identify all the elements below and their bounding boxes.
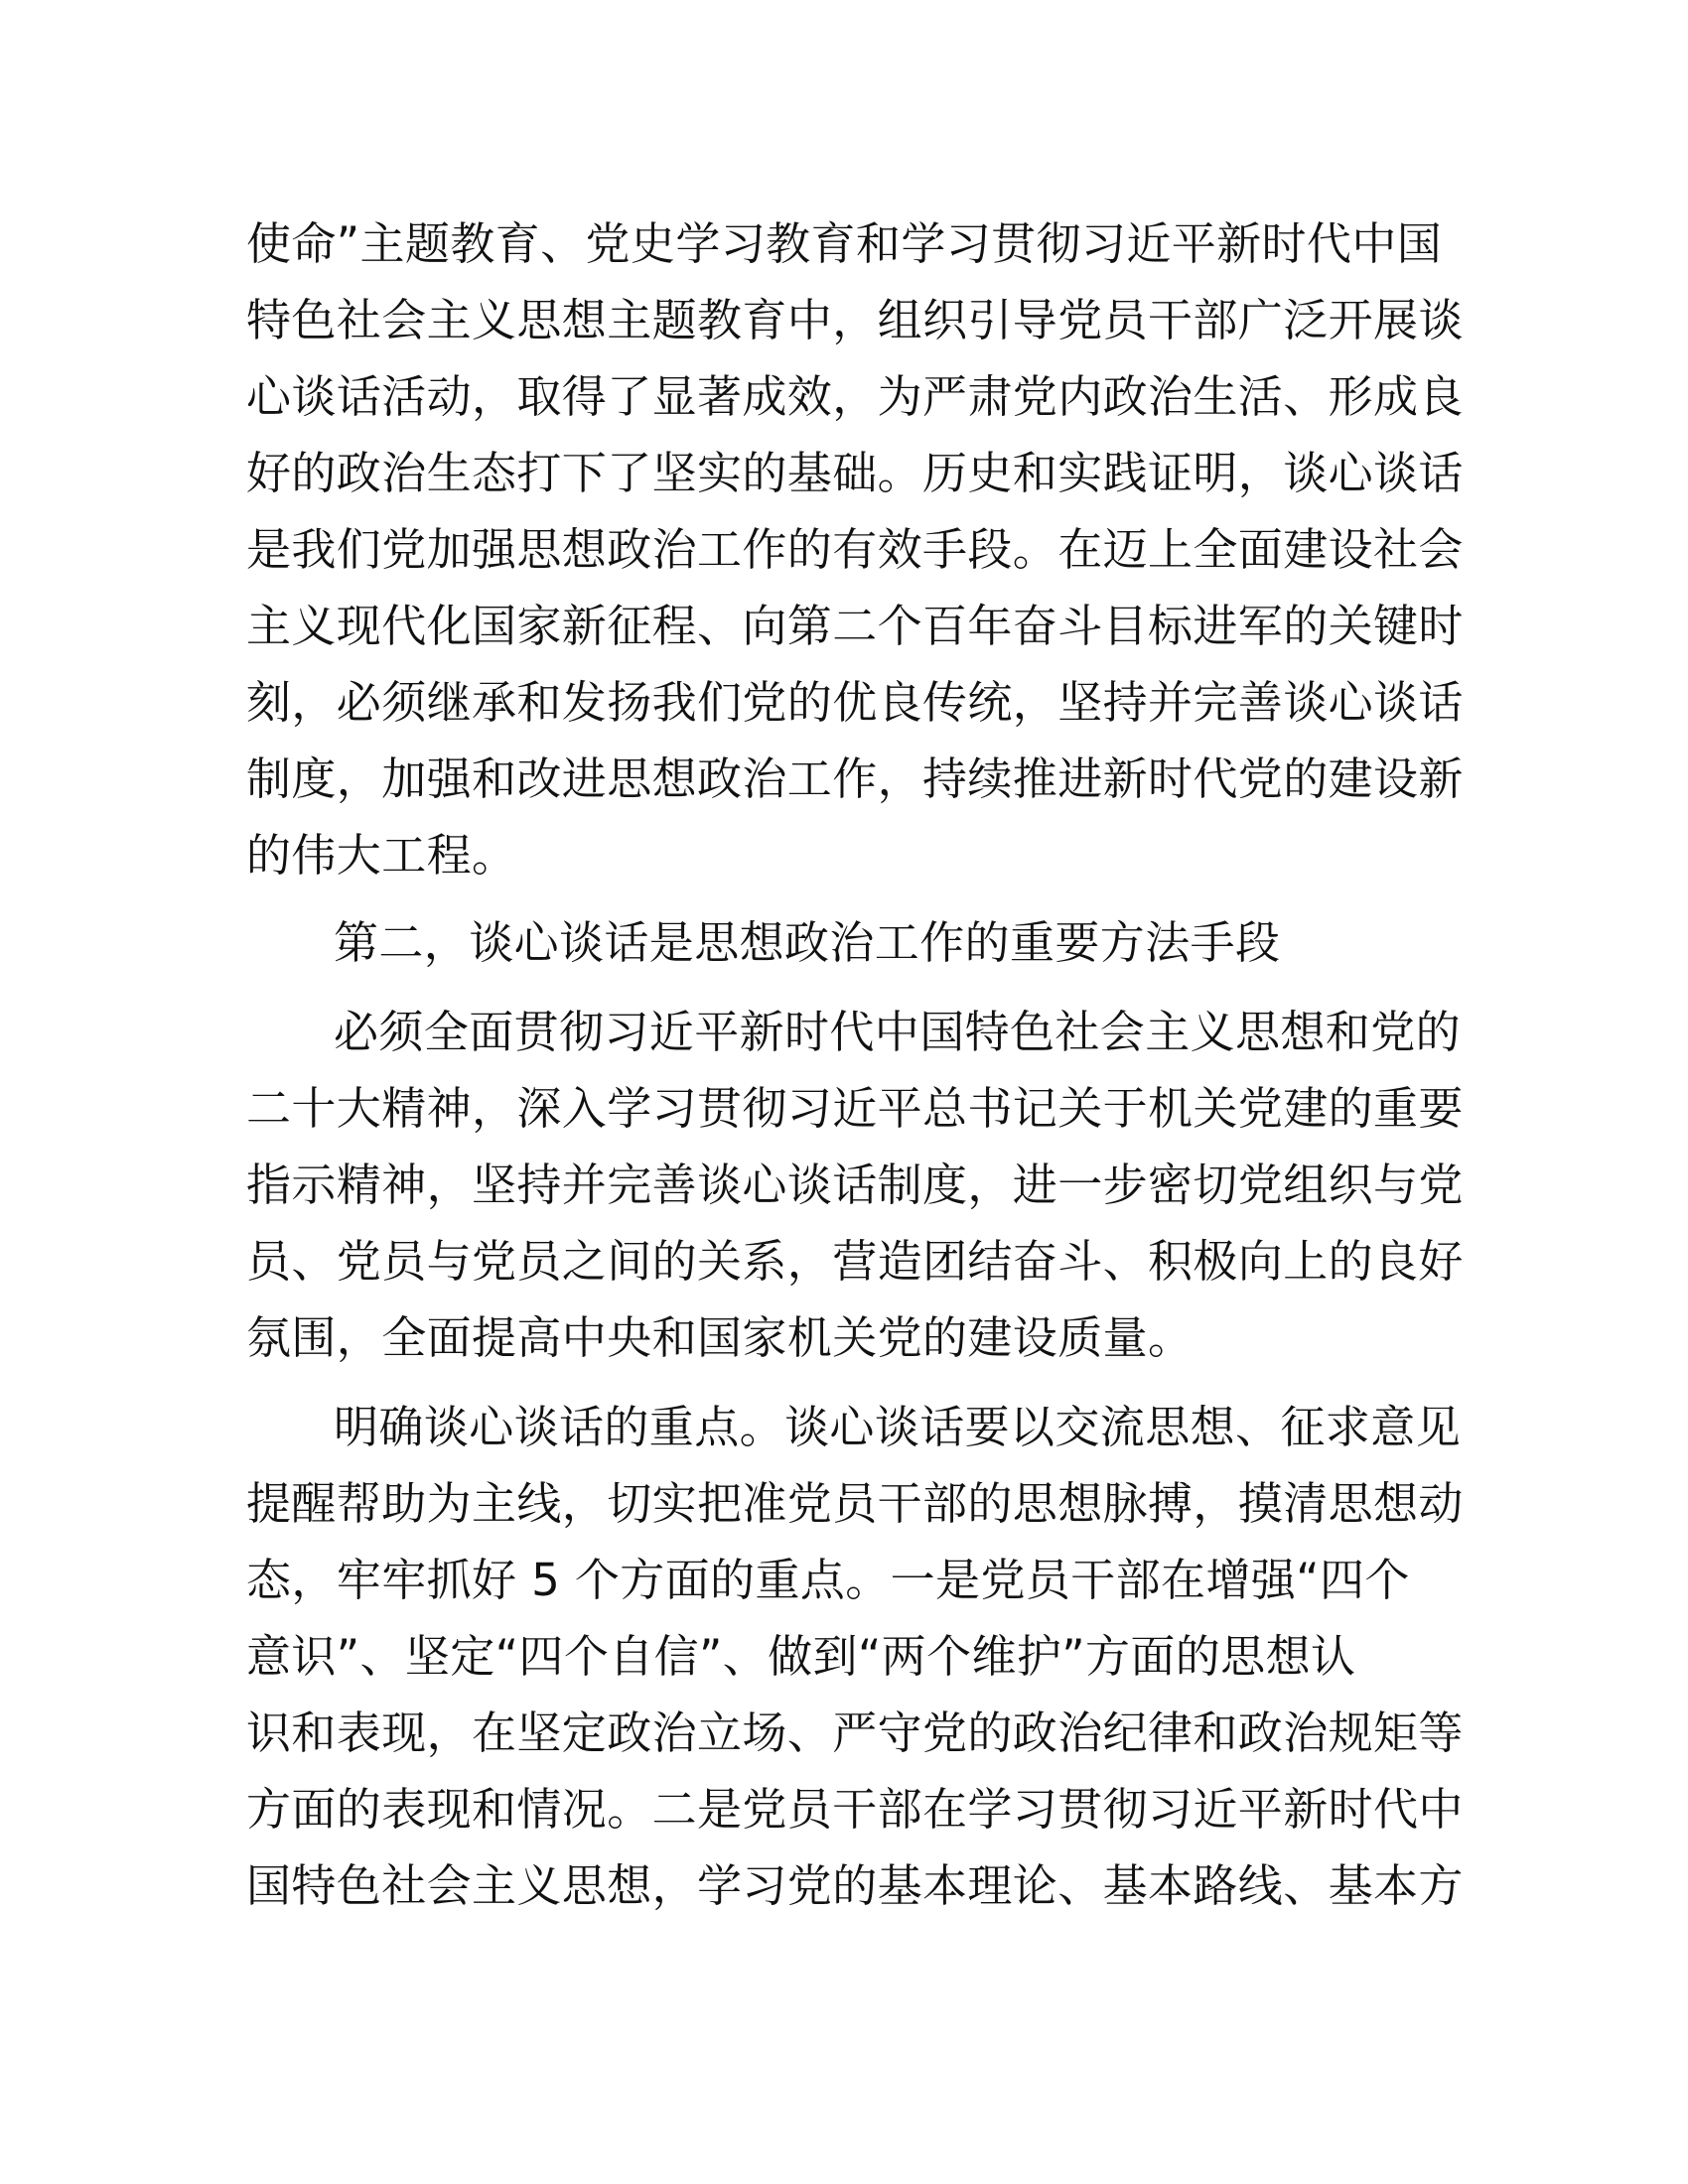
body-text-line: 员、党员与党员之间的关系，营造团结奋斗、积极向上的良好 [246, 1235, 1464, 1288]
body-text-line: 国特色社会主义思想，学习党的基本理论、基本路线、基本方 [246, 1859, 1464, 1912]
body-text-line: 态，牢牢抓好 5 个方面的重点。一是党员干部在增强“四个 [246, 1554, 1410, 1606]
body-text-line: 刻，必须继承和发扬我们党的优良传统，坚持并完善谈心谈话 [246, 676, 1464, 729]
body-text-line: 提醒帮助为主线，切实把准党员干部的思想脉搏，摸清思想动 [246, 1477, 1464, 1530]
body-text-line: 意识”、坚定“四个自信”、做到“两个维护”方面的思想认 [246, 1630, 1356, 1683]
body-text-line: 必须全面贯彻习近平新时代中国特色社会主义思想和党的 [334, 1006, 1462, 1058]
body-text-line: 心谈话活动，取得了显著成效，为严肃党内政治生活、形成良 [246, 370, 1464, 423]
body-text-line: 识和表现，在坚定政治立场、严守党的政治纪律和政治规矩等 [246, 1706, 1464, 1759]
section-heading: 第二，谈心谈话是思想政治工作的重要方法手段 [334, 916, 1281, 969]
body-text-line: 是我们党加强思想政治工作的有效手段。在迈上全面建设社会 [246, 523, 1464, 576]
body-text-line: 特色社会主义思想主题教育中，组织引导党员干部广泛开展谈 [246, 294, 1464, 346]
body-text-line: 明确谈心谈话的重点。谈心谈话要以交流思想、征求意见 [334, 1401, 1462, 1453]
body-text-line: 制度，加强和改进思想政治工作，持续推进新时代党的建设新 [246, 752, 1464, 805]
body-text-line: 主义现代化国家新征程、向第二个百年奋斗目标进军的关键时 [246, 600, 1464, 652]
body-text-line: 指示精神，坚持并完善谈心谈话制度，进一步密切党组织与党 [246, 1159, 1464, 1211]
body-text-line: 氛围，全面提高中央和国家机关党的建设质量。 [246, 1311, 1194, 1364]
body-text-line: 二十大精神，深入学习贯彻习近平总书记关于机关党建的重要 [246, 1082, 1464, 1135]
body-text-line: 使命”主题教育、党史学习教育和学习贯彻习近平新时代中国 [246, 217, 1443, 270]
body-text-line: 好的政治生态打下了坚实的基础。历史和实践证明，谈心谈话 [246, 447, 1464, 499]
body-text-line: 方面的表现和情况。二是党员干部在学习贯彻习近平新时代中 [246, 1783, 1464, 1836]
body-text-line: 的伟大工程。 [246, 829, 517, 882]
